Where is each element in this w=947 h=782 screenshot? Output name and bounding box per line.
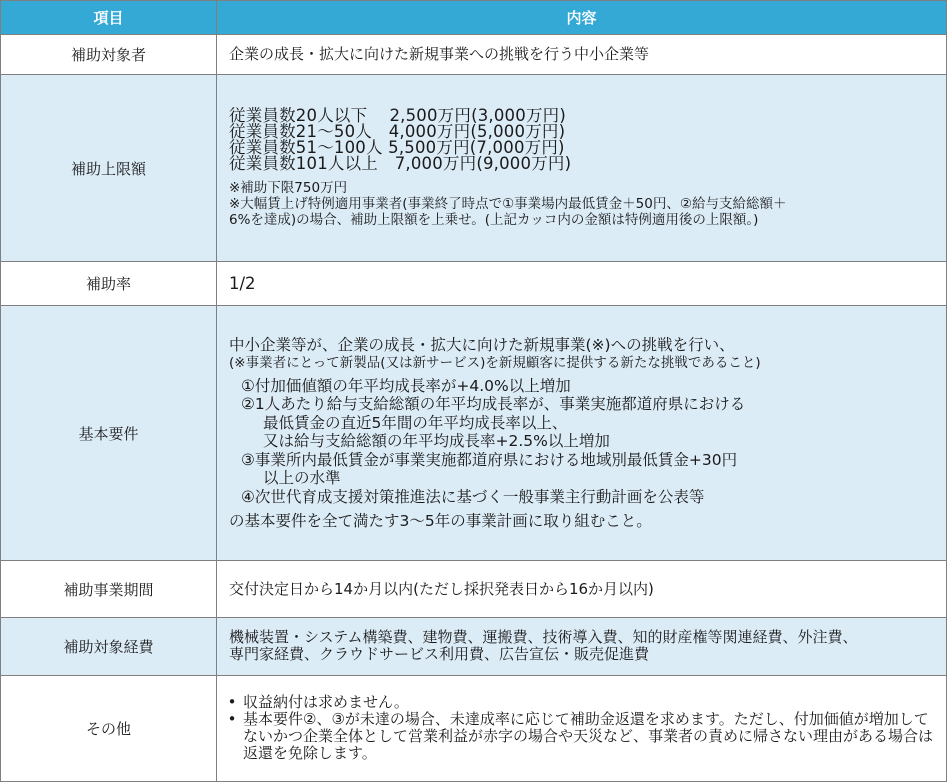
limit-tier: 従業員数51〜100人 5,500万円(7,000万円) (229, 138, 565, 158)
content-expenses (217, 617, 947, 675)
requirement-item: 以上の水準 (263, 469, 341, 488)
limit-tier: 従業員数21〜50人 4,000万円(5,000万円) (229, 122, 566, 142)
label-rate: 補助率 (1, 262, 217, 306)
limit-tier: 従業員数101人以上 7,000万円(9,000万円) (229, 154, 572, 174)
content-rate: 1/2 (217, 262, 947, 306)
limit-tier: 従業員数20人以下 2,500万円(3,000万円) (229, 106, 566, 126)
expenses-line: 専門家経費、クラウドサービス利用費、広告宣伝・販売促進費 (229, 645, 650, 664)
header-item: 項目 (1, 1, 217, 35)
label-period: 補助事業期間 (1, 561, 217, 618)
requirements-intro: 中小企業等が、企業の成長・拡大に向けた新規事業(※)への挑戦を行い、 (229, 336, 735, 355)
label-target: 補助対象者 (1, 35, 217, 75)
content-requirements (217, 306, 947, 561)
label-other: その他 (1, 675, 217, 781)
requirement-item: ④次世代育成支援対策推進法に基づく一般事業主行動計画を公表等 (241, 487, 705, 506)
other-bullet-item: • 収益納付は求めません。 (221, 694, 940, 711)
row-period (1, 561, 947, 618)
row-requirements (1, 306, 947, 561)
content-target: 企業の成長・拡大に向けた新規事業への挑戦を行う中小企業等 (217, 35, 947, 75)
row-expenses (1, 617, 947, 675)
expenses-line: 機械装置・システム構築費、建物費、運搬費、技術導入費、知的財産権等関連経費、外注費、 (229, 628, 858, 647)
requirement-item: 又は給与支給総額の年平均成長率+2.5%以上増加 (263, 432, 610, 451)
row-rate (1, 262, 947, 306)
header-row (1, 1, 947, 35)
header-content: 内容 (217, 1, 947, 35)
label-requirements: 基本要件 (1, 306, 217, 561)
requirements-note: (※事業者にとって新製品(又は新サービス)を新規顧客に提供する新たな挑戦であること) (229, 354, 761, 371)
label-limit: 補助上限額 (1, 75, 217, 262)
bullet-icon: • (227, 693, 237, 712)
requirement-item: 最低賃金の直近5年間の年平均成長率以上、 (263, 413, 568, 432)
other-bullet-item: • 基本要件②、③が未達の場合、未達成率に応じて補助金返還を求めます。ただし、付加価値が増加してないかつ企業全体として営業利益が赤字の場合や天災など、事業者の責めに帰さない理由がある場合は返還を免除します。 (221, 711, 940, 762)
limit-note: ※補助下限750万円 (229, 180, 348, 197)
content-limit (217, 75, 947, 262)
bullet-icon: • (227, 710, 237, 729)
limit-note: ※大幅賃上げ特例適用事業者(事業終了時点で①事業場内最低賃金＋50円、②給与支給総額＋ (229, 196, 787, 213)
requirement-item: ①付加価値額の年平均成長率が+4.0%以上増加 (241, 376, 571, 395)
row-limit (1, 75, 947, 262)
label-expenses: 補助対象経費 (1, 617, 217, 675)
limit-note: 6%を達成)の場合、補助上限額を上乗せ。(上記カッコ内の金額は特例適用後の上限額。) (229, 212, 759, 229)
content-other (217, 675, 947, 781)
row-target (1, 35, 947, 75)
requirements-conclusion: の基本要件を全て満たす3〜5年の事業計画に取り組むこと。 (229, 512, 652, 531)
row-other (1, 675, 947, 781)
content-period: 交付決定日から14か月以内(ただし採択発表日から16か月以内) (217, 561, 947, 618)
requirement-item: ②1人あたり給与支給総額の年平均成長率が、事業実施都道府県における (241, 395, 746, 414)
requirement-item: ③事業所内最低賃金が事業実施都道府県における地域別最低賃金+30円 (241, 450, 738, 469)
